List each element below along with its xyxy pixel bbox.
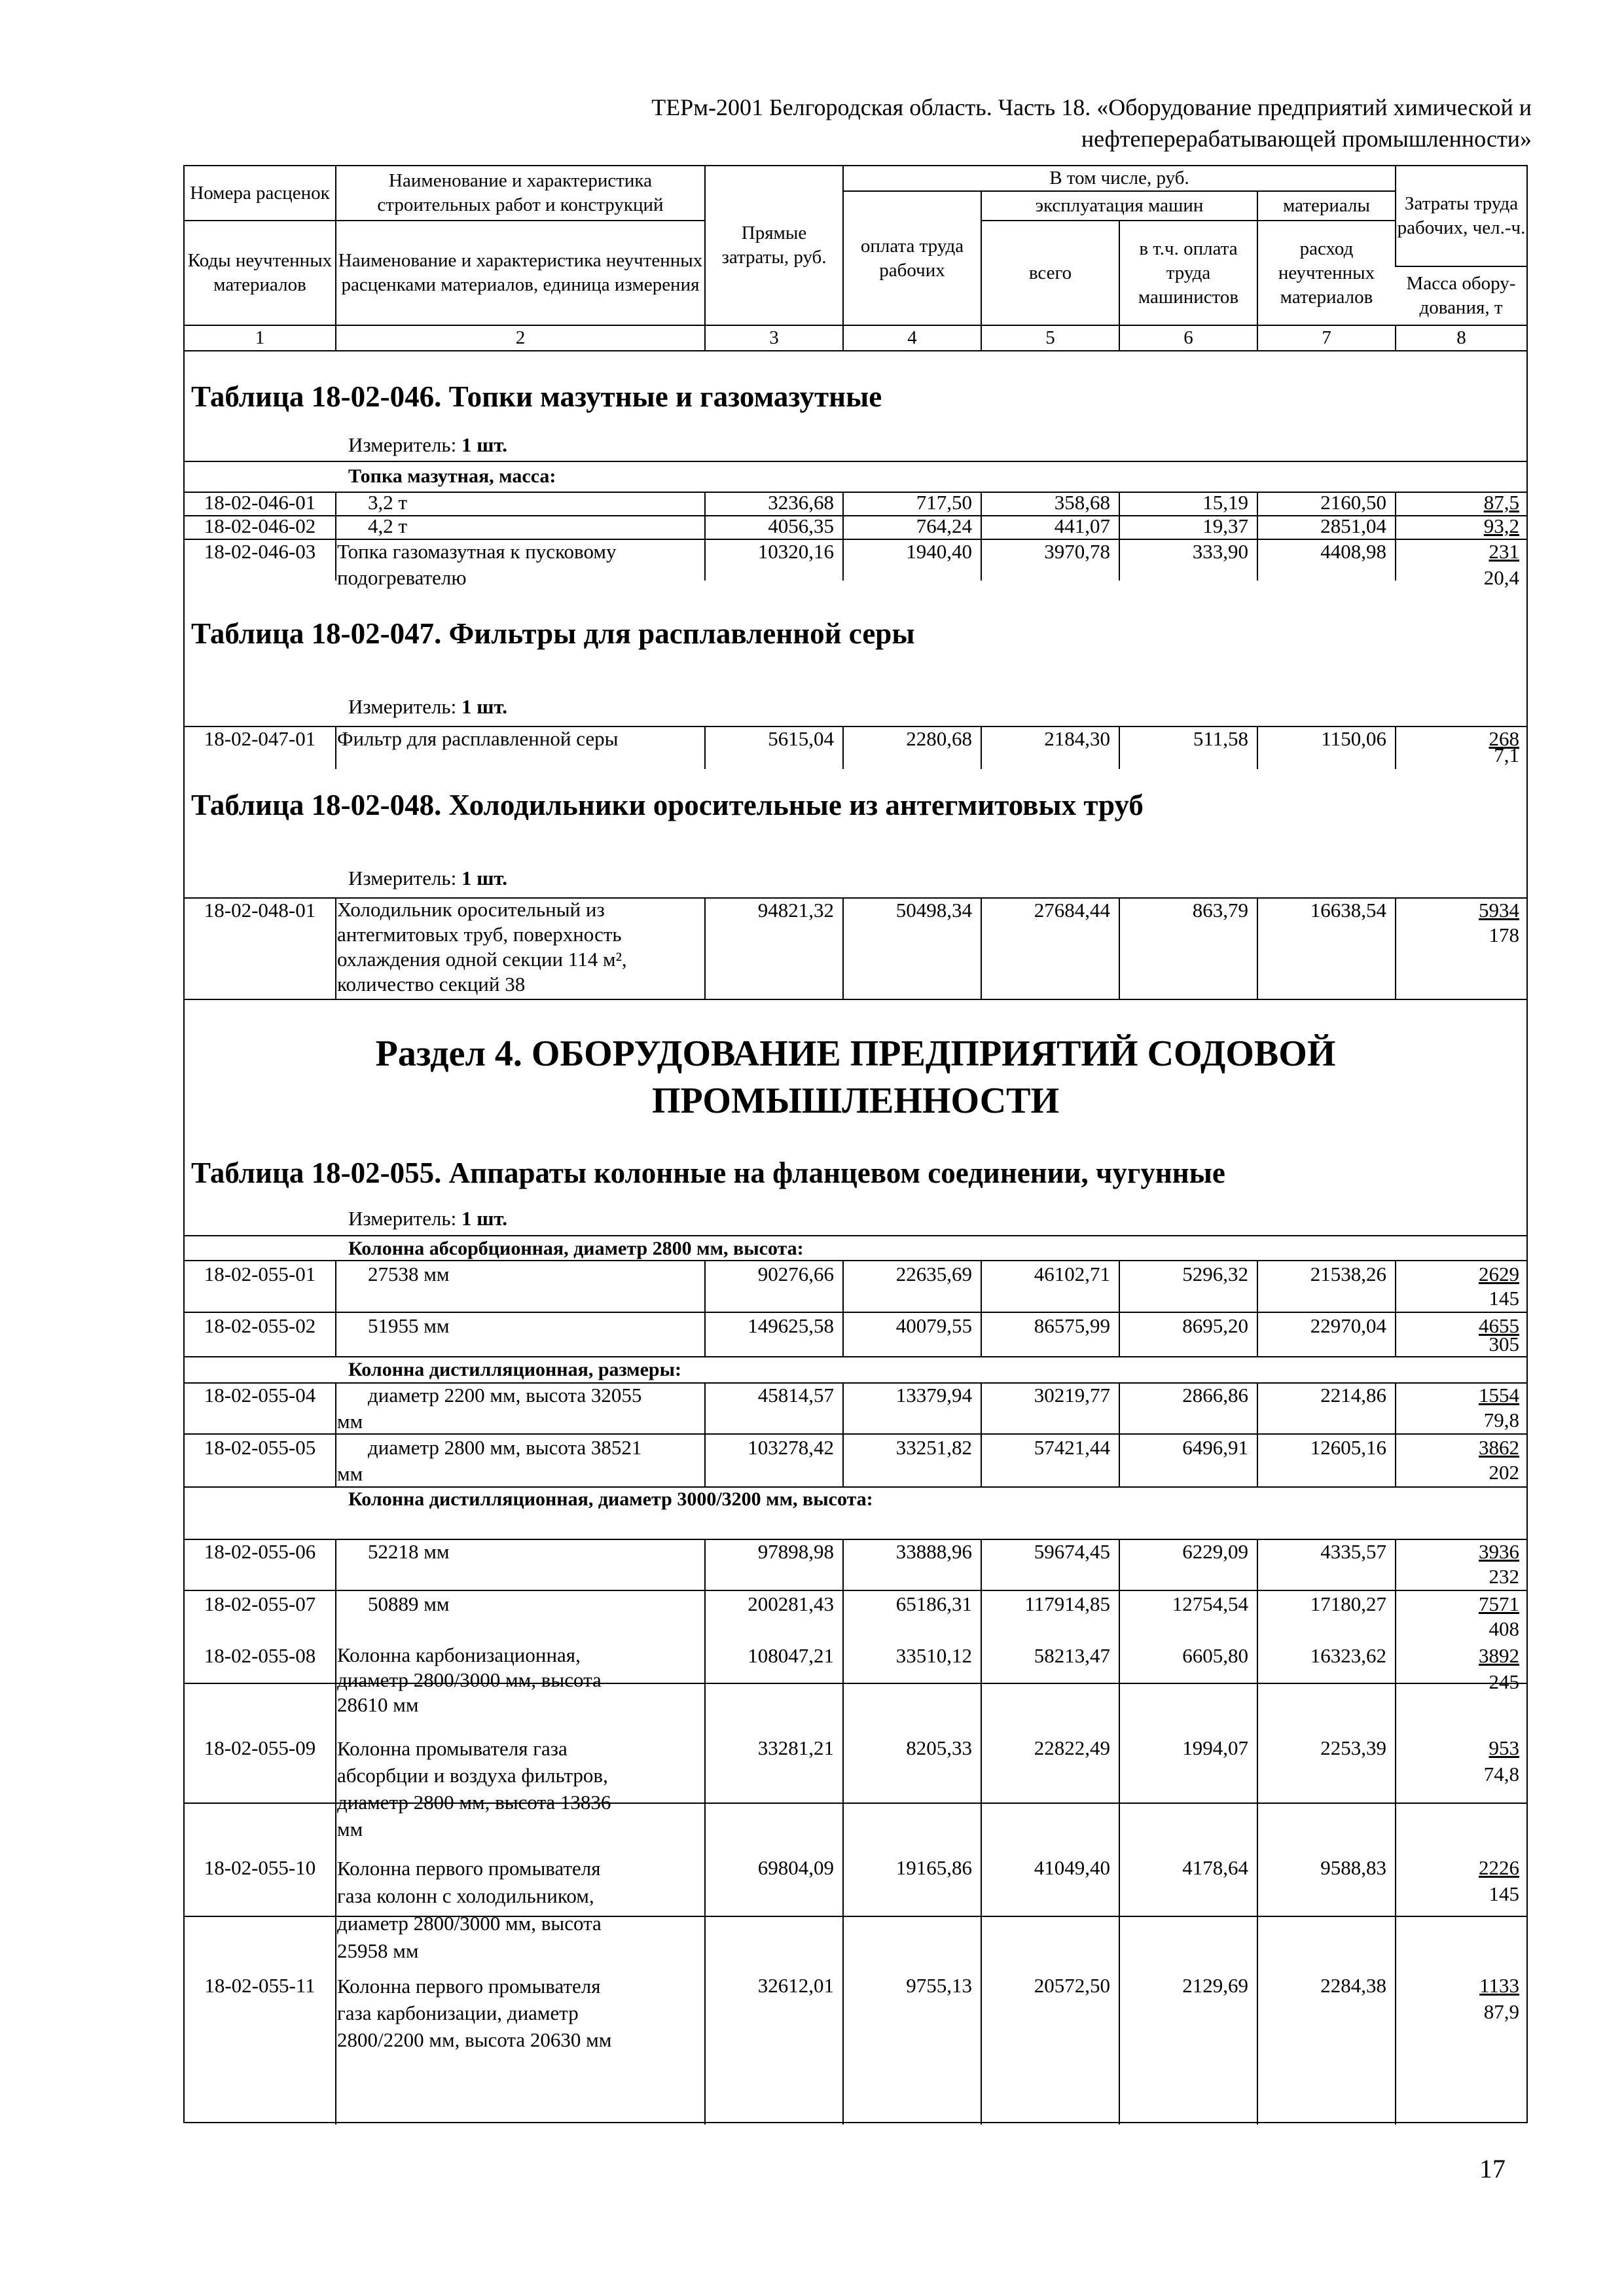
table-055-group-distillation: Колонна дистилляционная, размеры: (348, 1359, 681, 1380)
row-direct: 69804,09 (757, 1856, 834, 1879)
row-name-line: антегмитовых труб, поверхность (337, 923, 622, 946)
col-number: 4 (843, 325, 981, 351)
column-header (185, 166, 1526, 351)
row-mass: 79,8 (1483, 1408, 1519, 1431)
row-mass: 408 (1489, 1617, 1519, 1640)
row-name: 52218 мм (368, 1540, 450, 1563)
col2-header-top: Наименование и характеристика строительных работ и конструкций (336, 166, 705, 221)
row-code: 18-02-055-11 (204, 1974, 316, 1997)
col7-header: расход неучтенных материалов (1257, 221, 1396, 325)
row-machines: 30219,77 (1034, 1384, 1110, 1407)
measure-unit: 1 шт. (461, 1207, 508, 1230)
row-drivers: 333,90 (1192, 540, 1248, 563)
row-direct: 33281,21 (757, 1736, 834, 1759)
col8-header-bottom: Масса обору-дования, т (1396, 266, 1526, 325)
section-title-line2: ПРОМЫШЛЕННОСТИ (651, 1081, 1060, 1121)
row-labor: 33251,82 (895, 1436, 972, 1459)
row-name-line: Колонна промывателя газа (337, 1737, 568, 1760)
col2-header-bottom: Наименование и характеристика неучтенных расценками материалов, единица измерения (336, 221, 705, 325)
row-machines: 86575,99 (1034, 1314, 1110, 1337)
row-materials: 12605,16 (1310, 1436, 1386, 1459)
table-055-title: Таблица 18-02-055. Аппараты колонные на фланцевом соединении, чугунные (191, 1157, 1225, 1189)
row-direct: 103278,42 (748, 1436, 834, 1459)
row-materials: 16323,62 (1310, 1644, 1386, 1667)
table-047-measure (185, 695, 1624, 719)
row-labor: 50498,34 (895, 899, 972, 922)
row-materials: 2214,86 (1320, 1384, 1386, 1407)
measure-label: Измеритель: (348, 433, 461, 456)
row-materials: 2851,04 (1320, 514, 1386, 537)
row-labor-hours: 1554 (1479, 1384, 1519, 1407)
row-machines: 22822,49 (1034, 1736, 1110, 1759)
row-direct: 10320,16 (757, 540, 834, 563)
row-machines: 57421,44 (1034, 1436, 1110, 1459)
row-materials: 1150,06 (1321, 727, 1386, 750)
row-mass: 232 (1489, 1565, 1519, 1588)
row-drivers: 8695,20 (1182, 1314, 1248, 1337)
row-machines: 27684,44 (1034, 899, 1110, 922)
row-mass: 178 (1489, 924, 1519, 946)
row-direct: 200281,43 (748, 1592, 834, 1615)
row-machines: 41049,40 (1034, 1856, 1110, 1879)
row-name-line: Топка газомазутная к пусковому (337, 540, 617, 563)
row-name (337, 897, 704, 997)
row-name-line: диаметр 2800 мм, высота 38521 (368, 1436, 642, 1459)
row-name-line: диаметр 2800 мм, высота 13836 (337, 1791, 611, 1814)
row-labor-hours: 4655 (1479, 1314, 1519, 1337)
row-name-line: мм (337, 1818, 363, 1840)
table-048-title: Таблица 18-02-048. Холодильники оросительные из антегмитовых труб (191, 789, 1144, 821)
table-046-measure (185, 433, 1624, 457)
row-code: 18-02-047-01 (204, 727, 316, 750)
row-machines: 358,68 (1054, 491, 1110, 514)
running-header-line2: нефтеперерабатывающей промышленности» (1081, 126, 1532, 152)
col1-header-top: Номера расценок (185, 166, 336, 221)
table-048-measure (185, 867, 1624, 890)
row-name: 3,2 т (368, 491, 408, 514)
row-name (337, 539, 704, 591)
col-number: 8 (1396, 325, 1526, 351)
table-055-group-absorption: Колонна абсорбционная, диаметр 2800 мм, высота: (348, 1238, 804, 1259)
row-machines: 117914,85 (1024, 1592, 1110, 1615)
row-labor: 9755,13 (906, 1974, 972, 1997)
row-direct: 4056,35 (768, 514, 834, 537)
row-materials: 17180,27 (1310, 1592, 1386, 1615)
row-name-line: Холодильник оросительный из (337, 898, 605, 921)
row-name-line: охлаждения одной секции 114 м², (337, 948, 627, 971)
measure-label: Измеритель: (348, 867, 461, 889)
row-labor-hours: 3892 (1479, 1644, 1519, 1667)
row-labor: 2280,68 (906, 727, 972, 750)
row-labor-hours: 3936 (1479, 1540, 1519, 1563)
incl-header: В том числе, руб. (843, 166, 1396, 191)
row-drivers: 12754,54 (1172, 1592, 1248, 1615)
row-drivers: 511,58 (1193, 727, 1248, 750)
row-machines: 58213,47 (1034, 1644, 1110, 1667)
row-direct: 90276,66 (757, 1263, 834, 1285)
running-header (367, 92, 1532, 154)
page-number: 17 (1479, 2154, 1506, 2183)
row-materials: 2160,50 (1320, 491, 1386, 514)
row-drivers: 6605,80 (1182, 1644, 1248, 1667)
row-labor: 22635,69 (895, 1263, 972, 1285)
row-labor: 8205,33 (906, 1736, 972, 1759)
row-labor: 65186,31 (895, 1592, 972, 1615)
row-mass: 74,8 (1483, 1763, 1519, 1785)
row-labor-hours: 7571 (1479, 1592, 1519, 1615)
row-materials: 16638,54 (1310, 899, 1386, 922)
row-machines: 441,07 (1054, 514, 1110, 537)
row-code: 18-02-055-05 (204, 1436, 316, 1459)
row-name-line: количество секций 38 (337, 973, 526, 996)
row-name-line: мм (337, 1410, 363, 1433)
row-name (337, 1643, 704, 1717)
measure-unit: 1 шт. (461, 433, 508, 456)
row-machines: 2184,30 (1044, 727, 1110, 750)
row-name: 50889 мм (368, 1592, 450, 1615)
row-direct: 149625,58 (748, 1314, 834, 1337)
row-materials: 2284,38 (1320, 1974, 1386, 1997)
row-machines: 46102,71 (1034, 1263, 1110, 1285)
table-055-group-distillation-3000: Колонна дистилляционная, диаметр 3000/3200 мм, высота: (348, 1488, 873, 1510)
row-labor-hours: 87,5 (1483, 491, 1519, 514)
row-materials: 4335,57 (1320, 1540, 1386, 1563)
row-name-line: Колонна карбонизационная, (337, 1643, 581, 1666)
row-machines: 20572,50 (1034, 1974, 1110, 1997)
table-047-title: Таблица 18-02-047. Фильтры для расплавленной серы (191, 617, 915, 650)
col1-header-bottom: Коды неучтенных материалов (185, 221, 336, 325)
row-labor: 33888,96 (895, 1540, 972, 1563)
row-code: 18-02-055-07 (204, 1592, 316, 1615)
row-name-line: 2800/2200 мм, высота 20630 мм (337, 2028, 612, 2051)
row-labor-hours: 93,2 (1483, 514, 1519, 537)
measure-label: Измеритель: (348, 1207, 461, 1230)
row-name (337, 1973, 704, 2053)
row-drivers: 15,19 (1202, 491, 1248, 514)
row-mass: 305 (1489, 1333, 1519, 1355)
row-name-line: Колонна первого промывателя (337, 1857, 601, 1880)
col-number: 2 (336, 325, 705, 351)
row-drivers: 6229,09 (1182, 1540, 1248, 1563)
row-code: 18-02-055-01 (204, 1263, 316, 1285)
row-name: 4,2 т (368, 514, 408, 537)
measure-unit: 1 шт. (461, 867, 508, 889)
table-046-group: Топка мазутная, масса: (348, 465, 556, 487)
row-labor-hours: 953 (1489, 1736, 1519, 1759)
col4-header: оплата труда рабочих (843, 191, 981, 325)
col-number: 6 (1119, 325, 1257, 351)
col3-header: Прямые затраты, руб. (705, 166, 843, 325)
section-title (185, 1030, 1526, 1124)
row-direct: 3236,68 (768, 491, 834, 514)
row-labor-hours: 3862 (1479, 1436, 1519, 1459)
row-name-line: диаметр 2200 мм, высота 32055 (368, 1384, 642, 1407)
row-name (337, 1735, 704, 1842)
row-labor-hours: 2226 (1479, 1856, 1519, 1879)
row-drivers: 4178,64 (1182, 1856, 1248, 1879)
row-direct: 94821,32 (757, 899, 834, 922)
row-name: Фильтр для расплавленной серы (337, 727, 619, 750)
col8-header-top: Затраты труда рабочих, чел.-ч. (1396, 166, 1526, 266)
row-direct: 45814,57 (757, 1384, 834, 1407)
row-code: 18-02-046-02 (204, 514, 316, 537)
row-labor: 1940,40 (906, 540, 972, 563)
row-name-line: Колонна первого промывателя (337, 1975, 601, 1998)
row-code: 18-02-055-06 (204, 1540, 316, 1563)
row-machines: 3970,78 (1044, 540, 1110, 563)
row-code: 18-02-046-03 (204, 540, 316, 563)
row-materials: 22970,04 (1310, 1314, 1386, 1337)
row-labor-hours: 268 (1489, 727, 1519, 750)
row-labor: 717,50 (916, 491, 972, 514)
row-drivers: 6496,91 (1182, 1436, 1248, 1459)
row-name-line: мм (337, 1462, 363, 1485)
row-labor: 40079,55 (895, 1314, 972, 1337)
measure-label: Измеритель: (348, 695, 461, 718)
row-name: 27538 мм (368, 1263, 450, 1285)
row-name-line: диаметр 2800/3000 мм, высота (337, 1668, 602, 1691)
col-number: 1 (185, 325, 336, 351)
row-name-line: 25958 мм (337, 1939, 419, 1962)
col6-header: в т.ч. оплата труда машинистов (1119, 221, 1257, 325)
row-name-line: газа карбонизации, диаметр (337, 2001, 579, 2024)
row-drivers: 2129,69 (1182, 1974, 1248, 1997)
row-code: 18-02-055-10 (204, 1856, 316, 1879)
row-name (337, 1435, 704, 1487)
row-direct: 97898,98 (757, 1540, 834, 1563)
row-direct: 5615,04 (768, 727, 834, 750)
row-direct: 32612,01 (757, 1974, 834, 1997)
row-labor: 764,24 (916, 514, 972, 537)
measure-unit: 1 шт. (461, 695, 508, 718)
col-number: 5 (981, 325, 1119, 351)
estimate-table (183, 165, 1528, 2123)
row-labor: 33510,12 (895, 1644, 972, 1667)
row-materials: 4408,98 (1320, 540, 1386, 563)
row-labor-hours: 231 (1489, 540, 1519, 563)
materials-header: материалы (1257, 191, 1396, 221)
row-mass: 245 (1489, 1670, 1519, 1693)
row-labor: 13379,94 (895, 1384, 972, 1407)
row-materials: 2253,39 (1320, 1736, 1386, 1759)
machines-header: эксплуатация машин (981, 191, 1257, 221)
col-number: 7 (1257, 325, 1396, 351)
row-mass: 202 (1489, 1461, 1519, 1484)
row-materials: 21538,26 (1310, 1263, 1386, 1285)
row-materials: 9588,83 (1320, 1856, 1386, 1879)
row-code: 18-02-055-02 (204, 1314, 316, 1337)
row-drivers: 1994,07 (1182, 1736, 1248, 1759)
running-header-line1: ТЕРм-2001 Белгородская область. Часть 18. «Оборудование предприятий химической и (651, 94, 1532, 120)
row-mass: 145 (1489, 1882, 1519, 1905)
section-title-line1: Раздел 4. ОБОРУДОВАНИЕ ПРЕДПРИЯТИЙ СОДОВОЙ (375, 1033, 1336, 1074)
row-name (337, 1855, 704, 1965)
row-mass: 87,9 (1483, 2000, 1519, 2023)
row-code: 18-02-048-01 (204, 899, 316, 922)
row-direct: 108047,21 (748, 1644, 834, 1667)
row-name: 51955 мм (368, 1314, 450, 1337)
row-mass: 20,4 (1483, 566, 1519, 589)
row-name-line: газа колонн с холодильником, (337, 1884, 594, 1907)
row-machines: 59674,45 (1034, 1540, 1110, 1563)
row-drivers: 863,79 (1192, 899, 1248, 922)
row-name-line: диаметр 2800/3000 мм, высота (337, 1912, 602, 1935)
col5-header: всего (981, 221, 1119, 325)
row-name-line: 28610 мм (337, 1693, 419, 1716)
row-labor-hours: 2629 (1479, 1263, 1519, 1285)
row-code: 18-02-055-04 (204, 1384, 316, 1407)
row-code: 18-02-046-01 (204, 491, 316, 514)
col-number: 3 (705, 325, 843, 351)
row-drivers: 19,37 (1202, 514, 1248, 537)
row-drivers: 5296,32 (1182, 1263, 1248, 1285)
row-labor-hours: 1133 (1479, 1974, 1519, 1997)
row-name-line: подогревателю (337, 566, 467, 589)
row-name-line: абсорбции и воздуха фильтров, (337, 1764, 608, 1787)
table-055-measure (185, 1207, 1624, 1230)
row-drivers: 2866,86 (1182, 1384, 1248, 1407)
row-code: 18-02-055-09 (204, 1736, 316, 1759)
row-labor: 19165,86 (895, 1856, 972, 1879)
table-046-title: Таблица 18-02-046. Топки мазутные и газомазутные (191, 380, 882, 413)
row-name (337, 1382, 704, 1435)
row-mass: 7,1 (1494, 744, 1519, 766)
row-mass: 145 (1489, 1287, 1519, 1310)
row-code: 18-02-055-08 (204, 1644, 316, 1667)
row-labor-hours: 5934 (1479, 899, 1519, 922)
